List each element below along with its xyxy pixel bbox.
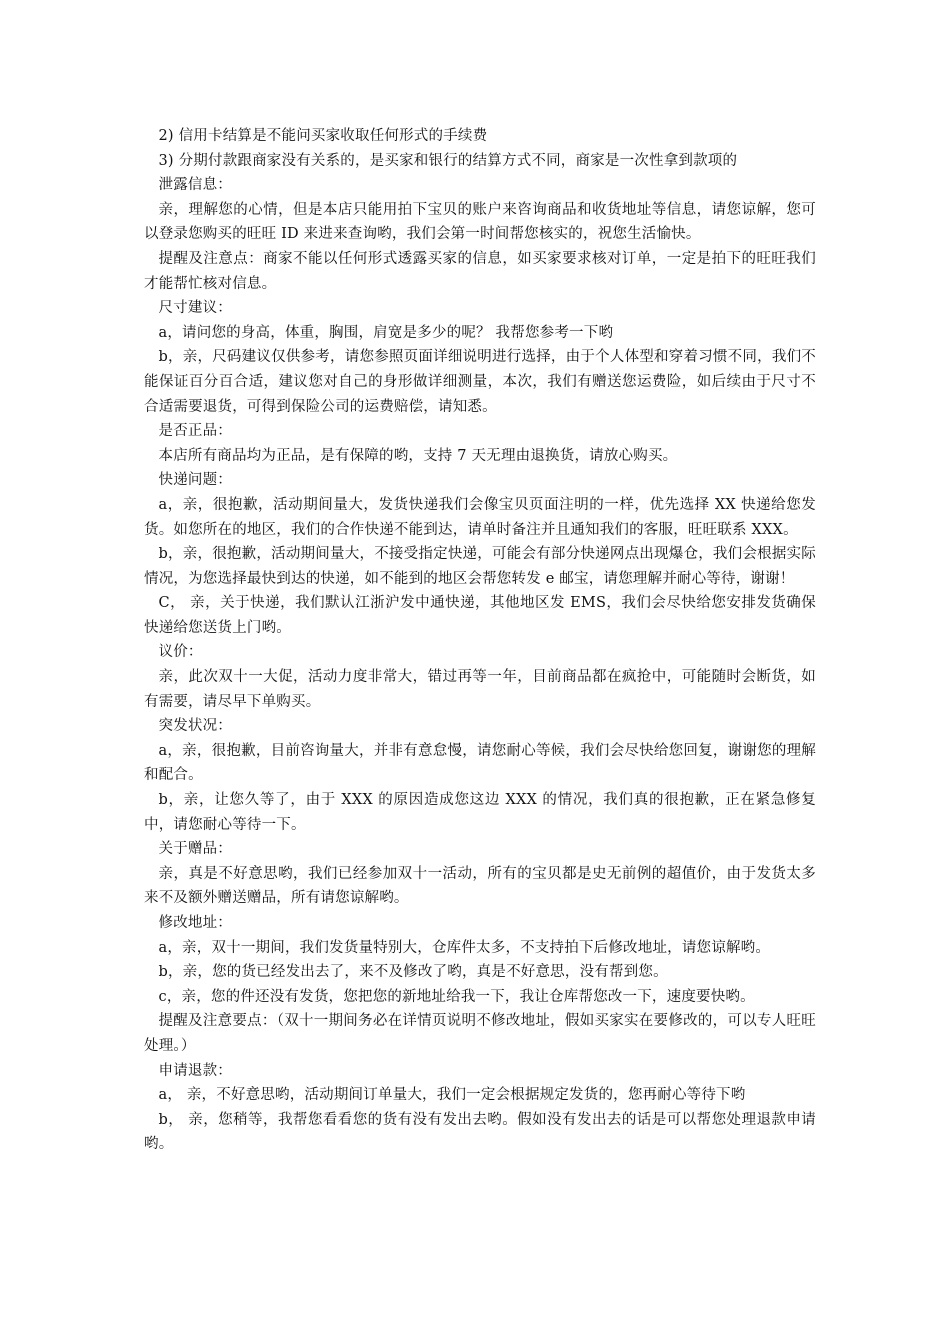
paragraph: c，亲，您的件还没有发货，您把您的新地址给我一下，我让仓库帮您改一下，速度要快哟。 [158, 988, 755, 1005]
paragraph: b， 亲，您稍等，我帮您看看您的货有没有发出去哟。假如没有发出去的话是可以帮您处理退款申请哟。 [144, 1111, 816, 1153]
section-heading: 是否正品： [158, 423, 232, 440]
paragraph: 提醒及注意点：商家不能以任何形式透露买家的信息，如买家要求核对订单，一定是拍下的旺旺我们才能帮忙核对信息。 [144, 250, 816, 292]
paragraph: b，亲，您的货已经发出去了，来不及修改了哟，真是不好意思，没有帮到您。 [158, 964, 668, 981]
section-heading: 快递问题： [158, 472, 232, 489]
document-body [144, 124, 816, 1157]
paragraph: a，亲，很抱歉，目前咨询量大，并非有意怠慢，请您耐心等候，我们会尽快给您回复，谢谢您的理解和配合。 [144, 742, 816, 784]
section-heading: 关于赠品： [158, 841, 232, 858]
paragraph: 提醒及注意要点：（双十一期间务必在详情页说明不修改地址，假如买家实在要修改的，可以专人旺旺处理。） [144, 1013, 816, 1054]
section-heading: 申请退款： [158, 1062, 232, 1079]
paragraph: a，请问您的身高，体重，胸围，肩宽是多少的呢？ 我帮您参考一下哟 [158, 324, 614, 341]
paragraph: a，亲，很抱歉，活动期间量大，发货快递我们会像宝贝页面注明的一样，优先选择 XX 快递给您发货。如您所在的地区，我们的合作快递不能到达，请单时备注并且通知我们的客服，旺旺联系 XXX。 [144, 496, 816, 538]
paragraph: a， 亲，不好意思哟，活动期间订单量大，我们一定会根据规定发货的，您再耐心等待下哟 [158, 1087, 746, 1104]
paragraph: a，亲，双十一期间，我们发货量特别大，仓库件太多，不支持拍下后修改地址，请您谅解哟。 [158, 939, 771, 956]
paragraph: C， 亲，关于快递，我们默认江浙沪发中通快递，其他地区发 EMS，我们会尽快给您安排发货确保快递给您送货上门哟。 [144, 595, 816, 636]
section-heading: 尺寸建议： [158, 300, 232, 317]
paragraph: 亲，理解您的心情，但是本店只能用拍下宝贝的账户来咨询商品和收货地址等信息，请您谅解，您可以登录您购买的旺旺 ID 来进来查询哟，我们会第一时间帮您核实的，祝您生活愉快。 [144, 201, 816, 243]
paragraph: 亲，真是不好意思哟，我们已经参加双十一活动，所有的宝贝都是史无前例的超值价，由于发货太多来不及额外赠送赠品，所有请您谅解哟。 [144, 865, 816, 907]
paragraph: b，亲，很抱歉，活动期间量大，不接受指定快递，可能会有部分快递网点出现爆仓，我们会根据实际情况，为您选择最快到达的快递，如不能到的地区会帮您转发 e 邮宝，请您理解并耐心等待，谢谢！ [144, 546, 816, 587]
paragraph: b，亲，尺码建议仅供参考，请您参照页面详细说明进行选择，由于个人体型和穿着习惯不同，我们不能保证百分百合适，建议您对自己的身形做详细测量，本次，我们有赠送您运费险，如后续由于尺寸不合适需要退货，可得到保险公司的运费赔偿，请知悉。 [144, 349, 816, 415]
section-heading: 突发状况： [158, 718, 232, 735]
paragraph: 亲，此次双十一大促，活动力度非常大，错过再等一年，目前商品都在疯抢中，可能随时会断货，如有需要，请尽早下单购买。 [144, 669, 816, 710]
paragraph: 2) 信用卡结算是不能问买家收取任何形式的手续费 [158, 128, 488, 144]
section-heading: 泄露信息： [158, 177, 232, 194]
paragraph: 3) 分期付款跟商家没有关系的，是买家和银行的结算方式不同，商家是一次性拿到款项的 [158, 152, 738, 169]
paragraph: b，亲，让您久等了，由于 XXX 的原因造成您这边 XXX 的情况，我们真的很抱歉，正在紧急修复中，请您耐心等待一下。 [144, 792, 816, 833]
paragraph: 本店所有商品均为正品，是有保障的哟，支持 7 天无理由退换货，请放心购买。 [158, 447, 678, 464]
section-heading: 修改地址： [158, 915, 232, 931]
section-heading: 议价： [158, 644, 203, 661]
